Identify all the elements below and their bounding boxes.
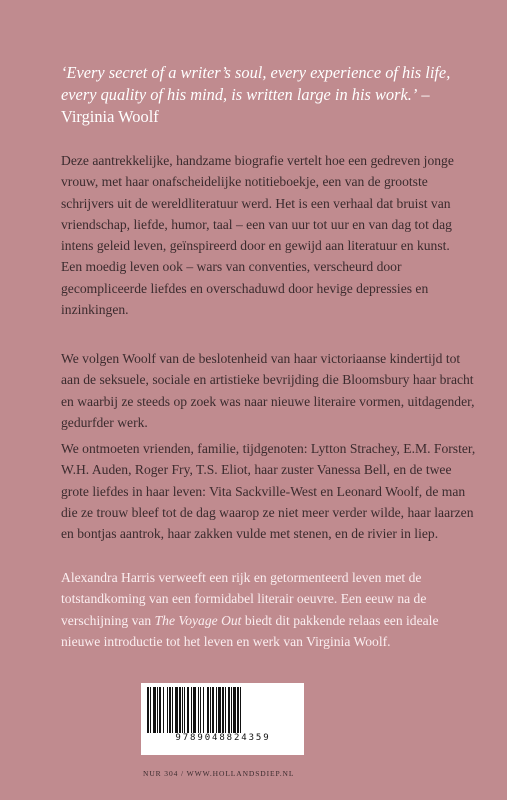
blurb-text-3: We volgen Woolf van de beslotenheid van haar victoriaanse kindertijd tot aan de seksuele, sociale en artistieke bevrijding die Bloomsbury haar bracht en waarbij ze steeds op zoek was naar nieuwe literaire vormen, uitdagender, gedurfder werk. — [61, 351, 475, 430]
barcode — [141, 683, 304, 755]
blurb-paragraph-2 — [61, 348, 481, 433]
blurb-paragraph-1 — [61, 150, 481, 320]
blurb-text-4: We ontmoeten vrienden, familie, tijdgenoten: Lytton Strachey, E.M. Forster, W.H. Auden, Roger Fry, T.S. Eliot, haar zuster Vanessa Bell, en de twee grote liefdes in haar leven: Vita Sackville-West en Leonard Woolf, de man die ze trouw bleef tot de dag waarop ze niet meer verder wilde, haar laarzen en bontjas aantrok, haar zakken vulde met stenen, en de rivier in liep. — [61, 441, 476, 542]
footer-nur-website: NUR 304 / WWW.HOLLANDSDIEP.NL — [143, 769, 295, 778]
book-title: The Voyage Out — [154, 612, 242, 628]
author-text-start: Alexandra Harris verweeft een rijk en getormenteerd leven met de totstandkoming van een formidabel literair oeuvre. Een eeuw na de verschijning van — [61, 570, 427, 628]
blurb-text-1: Deze aantrekkelijke, handzame biografie vertelt hoe een gedreven jonge vrouw, met haar onafscheidelijke notitieboekje, een van de grootste schrijvers uit de wereldliteratuur werd. Het is een verhaal dat bruist van vriendschap, liefde, humor, taal – een van uur tot uur en van dag tot dag intens geleid leven, geïnspireerd door en gewijd aan literatuur en kunst. — [61, 153, 454, 254]
blurb-paragraph-3 — [61, 438, 481, 544]
quote-text: ‘Every secret of a writer’s soul, every experience of his life, every quality of his mind, is written large in his work.’ — [61, 63, 451, 104]
author-paragraph — [61, 567, 481, 652]
quote-attribution: – Virginia Woolf — [61, 85, 430, 126]
barcode-bars — [147, 687, 298, 733]
author-text — [61, 567, 481, 652]
isbn-number: 9789048824359 — [175, 733, 271, 743]
blurb-text-2: Een moedig leven ook – wars van conventies, verscheurd door gecompliceerde liefdes en overschaduwd door hevige depressies en inzinkingen. — [61, 259, 429, 318]
author-text-end: biedt dit pakkende relaas een ideale nieuwe introductie tot het leven en werk van Virginia Woolf. — [61, 612, 439, 649]
epigraph-quote — [61, 62, 461, 128]
